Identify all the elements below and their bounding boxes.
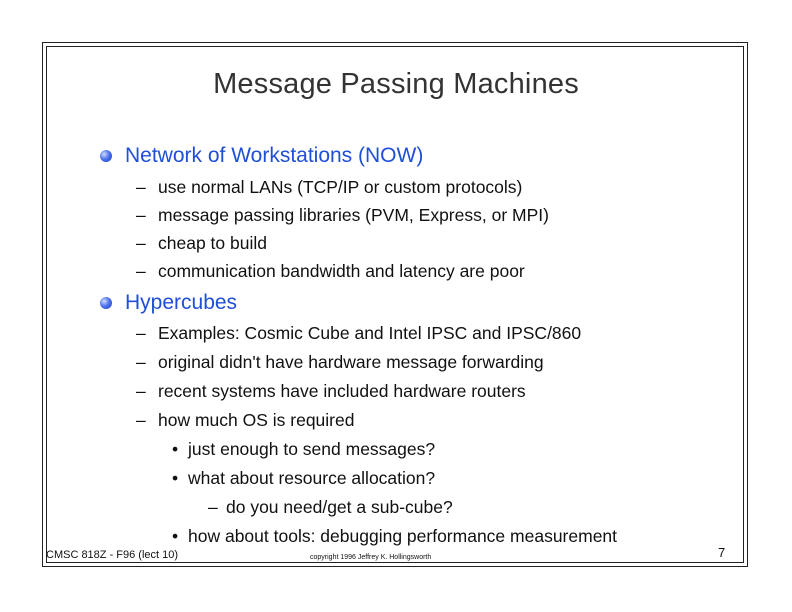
list-item: – communication bandwidth and latency are poor	[136, 261, 525, 281]
list-item: – Examples: Cosmic Cube and Intel IPSC and IPSC/860	[136, 323, 582, 343]
list-item: – recent systems have included hardware routers	[136, 381, 526, 401]
list-item: – use normal LANs (TCP/IP or custom protocols)	[136, 177, 523, 197]
footer-course: CMSC 818Z - F96 (lect 10)	[46, 549, 179, 561]
list-item: – message passing libraries (PVM, Express, or MPI)	[136, 205, 549, 225]
footer-copyright: copyright 1996 Jeffrey K. Hollingsworth	[310, 554, 432, 561]
dash-marker: –	[136, 233, 146, 253]
page-number: 7	[718, 545, 726, 560]
bullet-hypercubes	[100, 291, 237, 315]
dash-marker: –	[136, 323, 146, 343]
list-item: – cheap to build	[136, 233, 267, 253]
dash-marker: –	[136, 205, 146, 225]
bullet-label: Hypercubes	[125, 291, 238, 314]
dash-marker: –	[136, 352, 146, 372]
bullet-now	[100, 144, 423, 168]
bullet-dot-icon	[100, 150, 112, 162]
list-item: – how much OS is required	[136, 410, 355, 430]
sub-sub-list-item: – do you need/get a sub-cube?	[208, 497, 453, 517]
dot-marker: •	[172, 468, 179, 488]
sub-list-item: • what about resource allocation?	[172, 468, 436, 488]
list-item: – original didn't have hardware message forwarding	[136, 352, 544, 372]
sub-list-item: • how about tools: debugging performance measurement	[172, 526, 618, 546]
bullet-label: Network of Workstations (NOW)	[125, 144, 424, 167]
dash-marker: –	[136, 410, 146, 430]
bullet-dot-icon	[100, 297, 112, 309]
dash-marker: –	[136, 381, 146, 401]
dash-marker: –	[136, 261, 146, 281]
dash-marker: –	[136, 177, 146, 197]
sub-list-item: • just enough to send messages?	[172, 439, 436, 459]
dot-marker: •	[172, 526, 179, 546]
dash-marker: –	[208, 497, 218, 517]
dot-marker: •	[172, 439, 179, 459]
slide-title: Message Passing Machines	[213, 68, 579, 100]
